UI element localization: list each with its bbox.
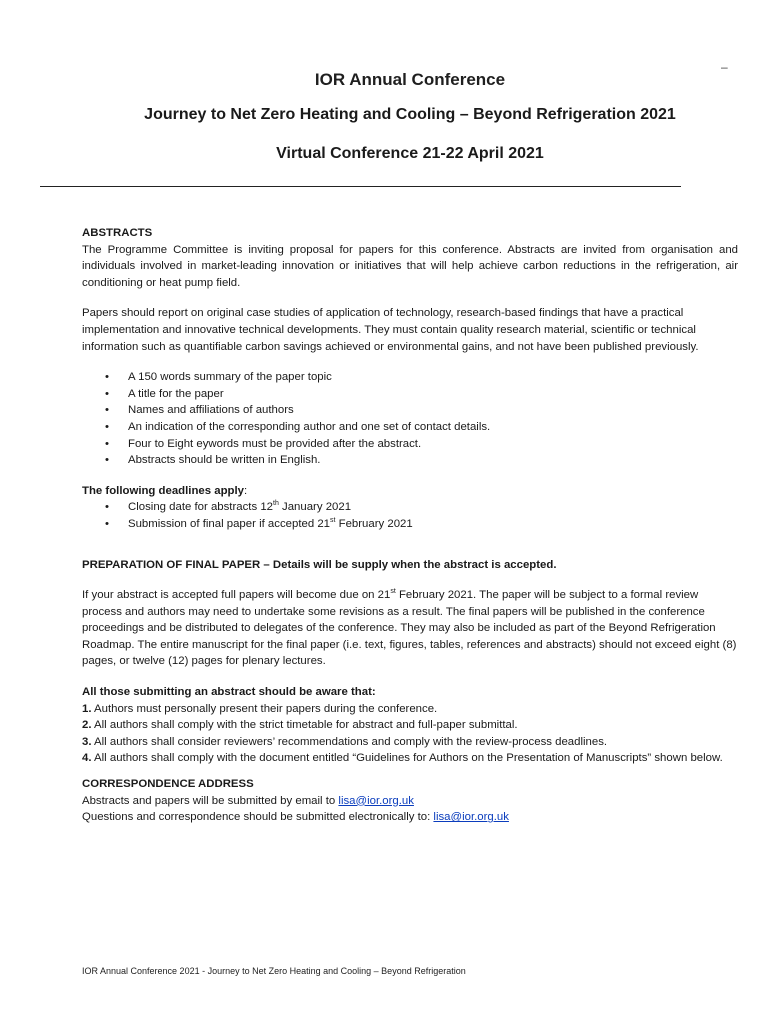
list-item: • Names and affiliations of authors — [82, 402, 738, 419]
header-divider — [40, 186, 681, 187]
correspondence-heading: CORRESPONDENCE ADDRESS — [82, 778, 254, 791]
list-item: • Submission of final paper if accepted 21st February 2021 — [82, 516, 738, 533]
bullet-icon: • — [105, 371, 109, 384]
abstracts-intro-paragraph: The Programme Committee is inviting proposal for papers for this conference. Abstracts are invited from organisation and individuals involved in market-leading innovation or initiatives that will help achieve carbon reductions in the refrigeration, air conditioning or heat pump field. — [82, 243, 738, 289]
deadlines-heading: The following deadlines apply: — [82, 484, 248, 497]
list-item: • A title for the paper — [82, 386, 738, 403]
page-footer: IOR Annual Conference 2021 - Journey to Net Zero Heating and Cooling – Beyond Refrigeration — [82, 966, 466, 976]
awareness-item: 4. All authors shall comply with the document entitled “Guidelines for Authors on the Presentation of Manuscripts” shown below. — [82, 752, 723, 765]
submission-email-link[interactable]: lisa@ior.org.uk — [338, 794, 414, 807]
corner-mark: – — [721, 60, 728, 74]
final-paper-paragraph: If your abstract is accepted full papers will become due on 21st February 2021. The paper will be subject to a formal review process and authors may need to undertake some revisions as a result. The final papers will be published in the conference proceedings and be distributed to delegates of the conference. They may also be included as part of the Beyond Refrigeration Roadmap. The entire manuscript for the final paper (i.e. text, figures, tables, references and abstracts) should not exceed eight (8) pages, or twelve (12) pages for plenary lectures. — [82, 588, 737, 668]
questions-email-link[interactable]: lisa@ior.org.uk — [433, 811, 509, 824]
bullet-icon: • — [105, 517, 109, 530]
abstracts-scope-paragraph: Papers should report on original case studies of application of technology, research-based findings that have a practical implementation and innovative technical developments. They must contain quality research material, scientific or technical information such as quantifiable carbon savings achieved or environmental gains, and not have been published previously. — [82, 307, 699, 353]
document-body — [82, 225, 738, 826]
correspondence-line-questions: Questions and correspondence should be submitted electronically to: lisa@ior.org.uk — [82, 811, 509, 824]
awareness-heading: All those submitting an abstract should be aware that: — [82, 686, 376, 699]
bullet-icon: • — [105, 454, 109, 467]
list-item: • Closing date for abstracts 12th January 2021 — [82, 499, 738, 516]
bullet-icon: • — [105, 420, 109, 433]
deadlines-list — [82, 499, 738, 532]
bullet-icon: • — [105, 437, 109, 450]
list-item: • Abstracts should be written in English. — [82, 452, 738, 469]
awareness-item: 2. All authors shall comply with the strict timetable for abstract and full-paper submittal. — [82, 719, 518, 732]
conference-subtitle: Journey to Net Zero Heating and Cooling – Beyond Refrigeration 2021 — [144, 106, 676, 123]
awareness-item: 3. All authors shall consider reviewers’ recommendations and comply with the review-process deadlines. — [82, 735, 608, 748]
list-item: • A 150 words summary of the paper topic — [82, 369, 738, 386]
abstracts-heading: ABSTRACTS — [82, 227, 153, 239]
conference-dates: Virtual Conference 21-22 April 2021 — [276, 145, 544, 162]
awareness-item: 1. Authors must personally present their papers during the conference. — [82, 702, 438, 715]
list-item: • Four to Eight eywords must be provided after the abstract. — [82, 436, 738, 453]
correspondence-line-submission: Abstracts and papers will be submitted by email to lisa@ior.org.uk — [82, 794, 414, 807]
bullet-icon: • — [105, 501, 109, 514]
final-paper-heading: PREPARATION OF FINAL PAPER – Details will be supply when the abstract is accepted. — [82, 558, 557, 571]
conference-title: IOR Annual Conference — [314, 70, 506, 89]
bullet-icon: • — [105, 404, 109, 417]
list-item: • An indication of the corresponding author and one set of contact details. — [82, 419, 738, 436]
requirements-list — [82, 369, 738, 469]
bullet-icon: • — [105, 387, 109, 400]
